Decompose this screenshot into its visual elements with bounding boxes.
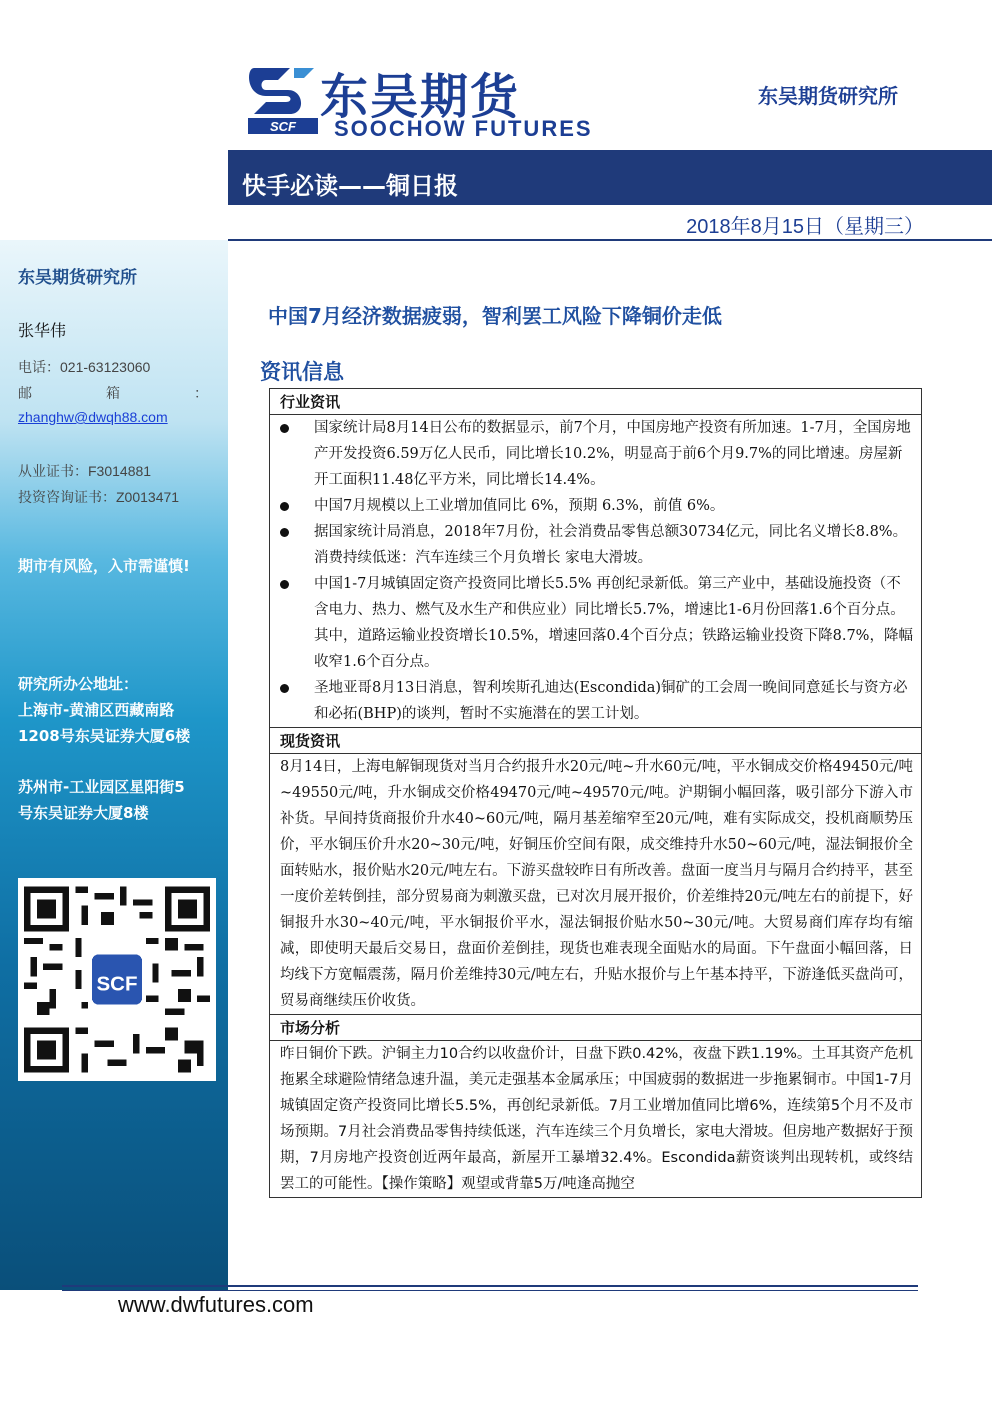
logo-text-en: SOOCHOW FUTURES [334,116,593,141]
bullet-icon [280,684,289,693]
list-item: 国家统计局8月14日公布的数据显示，前7个月，中国房地产投资有所加速。1-7月，全国房地产开发投资6.59万亿人民币，同比增长10.2%，明显高于前6个月9.7%的同比增速。房屋新开工面积11.48亿平方米，同比增长14.4%。 [270,415,921,493]
logo-text-cn: 东吴期货 [320,69,521,125]
report-title: 快手必读——铜日报 [242,172,458,200]
report-date: 2018年8月15日（星期三） [686,216,924,238]
mail-label-char: 邮 [18,386,32,402]
advisory-license-number: 投资咨询证书：Z0013471 [18,489,180,505]
market-heading: 市场分析 [270,1015,921,1041]
sidebar [0,0,228,1290]
address-line: 上海市-黄浦区西藏南路 [18,701,175,719]
sidebar-institute: 东吴期货研究所 [18,268,137,288]
bullet-icon [280,580,289,589]
market-analysis [270,1041,921,1197]
address-block-2 [18,774,185,826]
list-item: 中国1-7月城镇固定资产投资同比增长5.5% 再创纪录新低。第三产业中，基础设施投资（不含电力、热力、燃气及水生产和供应业）同比增长5.7%，增速比1-6月份回落1.6个百分点。其中，道路运输业投资增长10.5%，增速回落0.4个百分点；铁路运输业投资下降8.7%，降幅收窄1.6个百分点。 [270,571,921,675]
email-link[interactable]: zhanghw@dwqh88.com [18,409,168,425]
bullet-icon [280,528,289,537]
mail-label-char: 箱 [106,386,120,402]
risk-warning: 期市有风险，入市需谨慎! [18,557,190,575]
list-item: 圣地亚哥8月13日消息，智利埃斯孔迪达(Escondida)铜矿的工会周一晚间同意延长与资方必和必拓(BHP)的谈判，暂时不实施潜在的罢工计划。 [270,675,921,727]
spot-text: 8月14日，上海电解铜现货对当月合约报升水20元/吨~升水60元/吨，平水铜成交价格49450元/吨~49550元/吨，升水铜成交价格49470元/吨~49570元/吨。沪期铜小幅回落，吸引部分下游入市补货。早间持货商报价升水40~60元/吨，隔月基差缩窄至20元/吨，难有实际成交，投机商顺势压价，平水铜压价升水20~30元/吨，好铜压价空间有限，成交维持升水50~60元/吨，湿法铜报价全面转贴水，报价贴水20元/吨左右。下游买盘较昨日有所改善。盘面一度当月与隔月合约持平，甚至一度价差转倒挂，部分贸易商为刺激买盘，已对次月展开报价，价差维持20元/吨左右的前提下，好铜报升水30~40元/吨，平水铜报价平水，湿法铜报价贴水50~30元/吨。大贸易商们库存均有缩减，即使明天最后交易日，盘面价差倒挂，现货也难表现全面贴水的局面。下午盘面小幅回落，日均线下方宽幅震荡，隔月价差维持30元/吨左右，升贴水报价与上午基本持平，下游逢低买盘尚可，贸易商继续压价收货。 [280,759,913,1009]
qr-logo-text: SCF [96,972,138,996]
spot-heading: 现货资讯 [270,728,921,754]
license-number: 从业证书：F3014881 [18,463,152,479]
address-line: 1208号东吴证券大厦6楼 [18,727,191,745]
footer-divider [62,1285,918,1287]
address-line: 号东吴证券大厦8楼 [18,804,149,822]
list-item: 据国家统计局消息，2018年7月份，社会消费品零售总额30734亿元，同比名义增长8.8%。消费持续低迷：汽车连续三个月负增长 家电大滑坡。 [270,519,921,571]
address-title: 研究所办公地址： [18,675,139,693]
footer-divider [62,1290,918,1291]
mail-label [18,383,208,403]
info-table [269,388,922,1198]
header-institute: 东吴期货研究所 [758,84,898,108]
section-title: 资讯信息 [260,360,344,384]
company-logo-icon [248,64,318,140]
address-block [18,671,190,749]
list-item: 中国7月规模以上工业增加值同比 6%，预期 6.3%，前值 6%。 [270,493,921,519]
spot-news [270,754,921,1015]
logo-mark-text: SCF [270,119,296,134]
footer-url[interactable]: www.dwfutures.com [118,1292,314,1317]
bullet-icon [280,502,289,511]
mail-label-char: ： [194,386,208,402]
industry-news [270,415,921,728]
address-line: 苏州市-工业园区星阳街5 [18,778,185,796]
analyst-name: 张华伟 [18,321,67,340]
bullet-icon [280,424,289,433]
industry-heading: 行业资讯 [270,389,921,415]
phone: 电话：021-63123060 [18,359,151,375]
headline: 中国7月经济数据疲弱，智利罢工风险下降铜价走低 [268,304,722,328]
qr-code-image [18,878,216,1081]
market-text: 昨日铜价下跌。沪铜主力10合约以收盘价计，日盘下跌0.42%，夜盘下跌1.19%。土耳其资产危机拖累全球避险情绪急速升温，美元走强基本金属承压；中国疲弱的数据进一步拖累铜市。中国1-7月城镇固定资产投资同比增长5.5%，再创纪录新低。7月工业增加值同比增6%，连续第5个月不及市场预期。7月社会消费品零售持续低迷，汽车连续三个月负增长，家电大滑坡。但房地产数据好于预期，7月房地产投资创近两年最高，新屋开工暴增32.4%。Escondida薪资谈判出现转机，或终结罢工的可能性。【操作策略】观望或背靠5万/吨逢高抛空 [280,1046,913,1192]
